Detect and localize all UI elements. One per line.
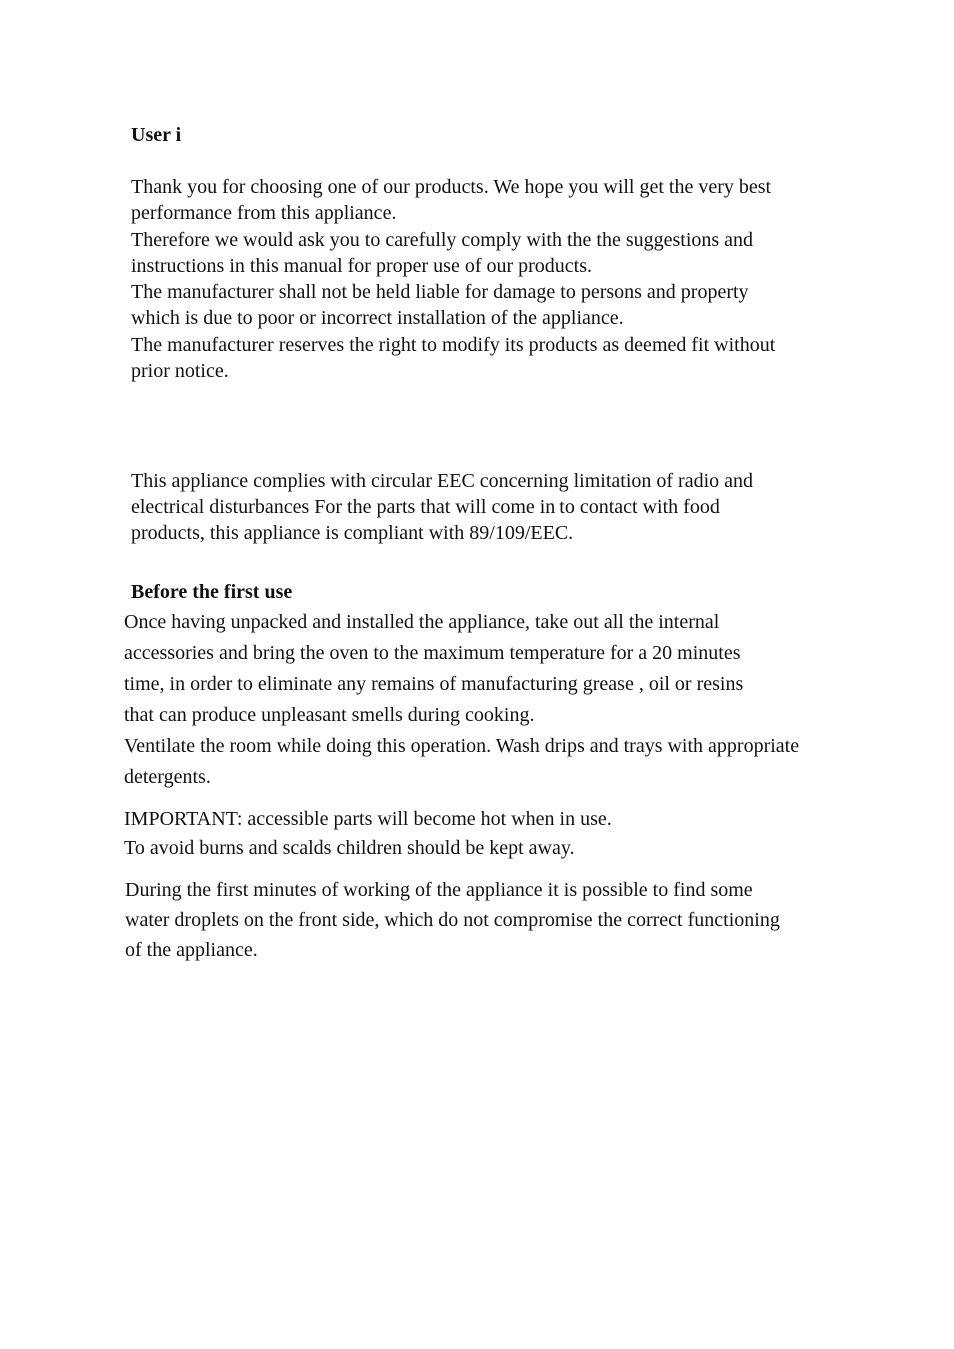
important-warning (124, 805, 612, 863)
text-line: performance from this appliance. (131, 202, 397, 225)
first-use-heading: Before the first use (131, 581, 293, 603)
droplets-paragraph (125, 875, 780, 965)
user-info-heading: User i (131, 124, 182, 146)
text-line: The manufacturer reserves the right to modify its products as deemed fit without (131, 333, 776, 356)
text-line: which is due to poor or incorrect installation of the appliance. (131, 307, 624, 330)
text-line: During the first minutes of working of the appliance it is possible to find some (125, 879, 753, 901)
text-line: products, this appliance is compliant with 89/109/EEC. (131, 522, 574, 544)
text-line: Ventilate the room while doing this operation. Wash drips and trays with appropriate (124, 735, 800, 757)
compliance-paragraph (131, 468, 753, 546)
text-line: Thank you for choosing one of our products. We hope you will get the very best (131, 176, 772, 198)
text-line: Once having unpacked and installed the appliance, take out all the internal (124, 611, 720, 633)
text-line: of the appliance. (125, 939, 258, 961)
text-line: water droplets on the front side, which do not compromise the correct functioning (125, 909, 780, 931)
text-line: detergents. (124, 766, 211, 788)
text-line: instructions in this manual for proper use of our products. (131, 254, 593, 277)
text-line: The manufacturer shall not be held liable for damage to persons and property (131, 281, 749, 304)
text-line: that can produce unpleasant smells during cooking. (124, 704, 535, 726)
text-line: electrical disturbances For the parts that will come in to contact with food (131, 496, 720, 518)
text-line: IMPORTANT: accessible parts will become hot when in use. (124, 808, 612, 830)
text-line: This appliance complies with circular EEC concerning limitation of radio and (131, 470, 754, 492)
text-line: Therefore we would ask you to carefully comply with the the suggestions and (131, 228, 754, 251)
text-line: time, in order to eliminate any remains of manufacturing grease , oil or resins (124, 673, 744, 695)
first-use-paragraph (124, 607, 799, 793)
text-line: accessories and bring the oven to the maximum temperature for a 20 minutes (124, 642, 741, 664)
text-line: prior notice. (131, 360, 229, 383)
user-info-paragraph (131, 174, 775, 384)
text-line: To avoid burns and scalds children should be kept away. (124, 837, 575, 859)
